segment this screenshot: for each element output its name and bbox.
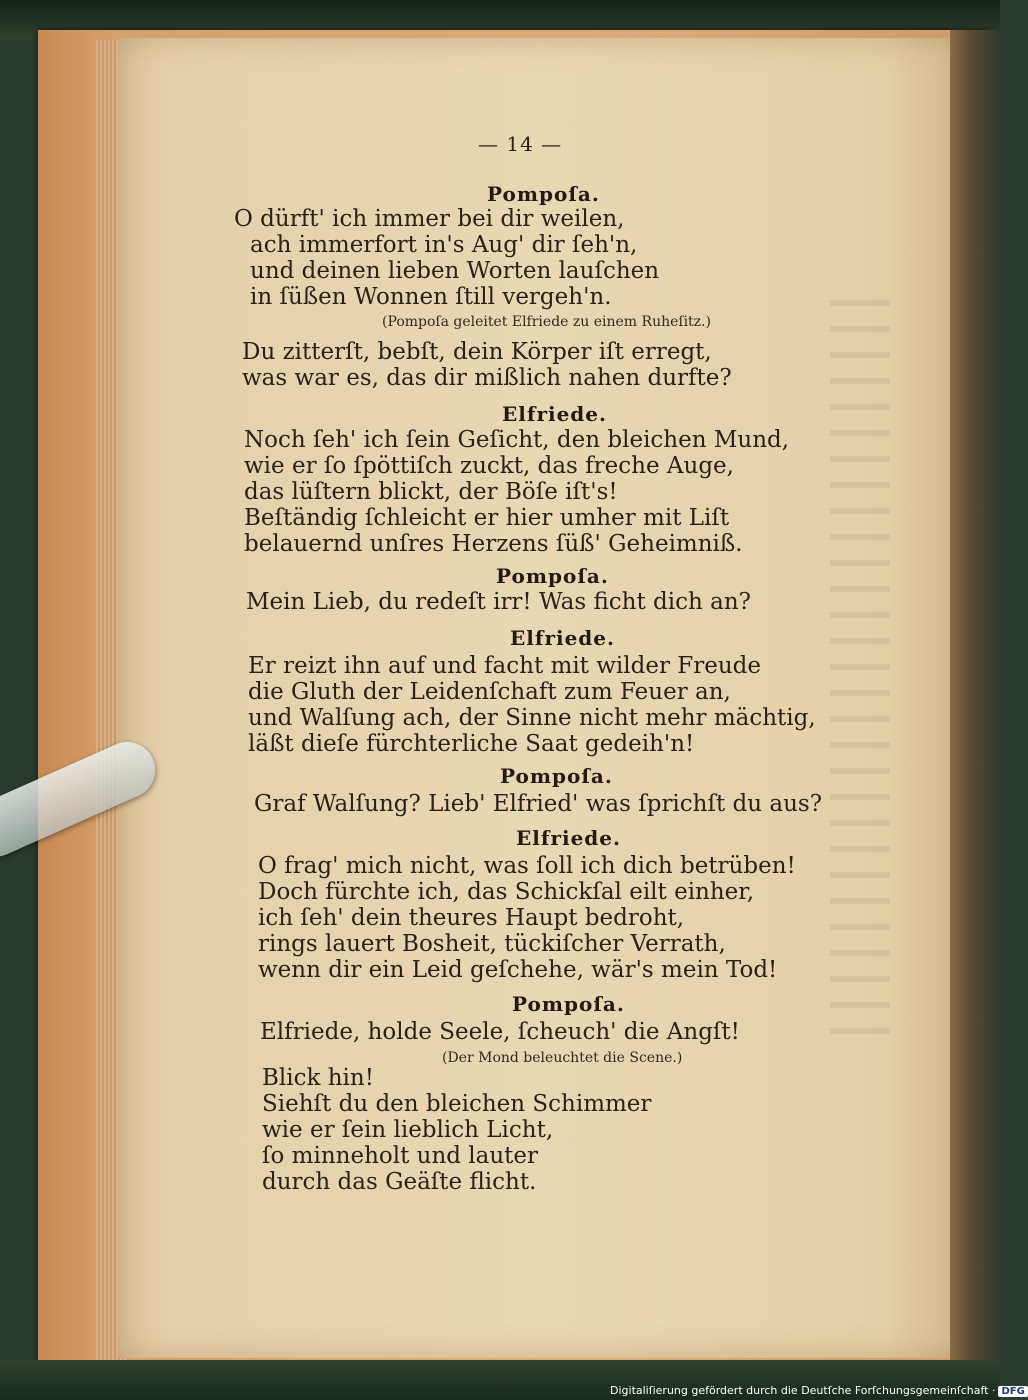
bleed-through [830,300,890,1040]
dfg-logo: DFG [998,1386,1027,1397]
verse-line: O dürft' ich immer bei dir weilen, [234,206,625,232]
verse-line: wenn dir ein Leid geſchehe, wär's mein Tod! [258,957,778,983]
verse-line: Elfriede, holde Seele, ſcheuch' die Angſt! [260,1019,740,1045]
stage-direction: (Pompoſa geleitet Elfriede zu einem Ruheſitz.) [382,314,711,330]
credit-text: Digitaliſierung gefördert durch die Deutſche Forſchungsgemeinſchaft · [610,1384,996,1397]
speaker-name: Pompoſa. [487,182,600,206]
stage-direction: (Der Mond beleuchtet die Scene.) [442,1050,683,1066]
verse-line: ich ſeh' dein theures Haupt bedroht, [258,905,685,931]
verse-line: in ſüßen Wonnen ſtill vergeh'n. [250,284,612,310]
page-number: — 14 — [478,132,563,156]
speaker-name: Pompoſa. [512,992,625,1016]
verse-line: Doch fürchte ich, das Schickſal eilt einher, [258,879,755,905]
verse-line: Beſtändig ſchleicht er hier umher mit Liſt [244,505,730,531]
verse-line: Mein Lieb, du redeſt irr! Was ficht dich an? [246,589,751,615]
book-gutter [950,30,1000,1370]
verse-line: durch das Geäſte flicht. [262,1169,537,1195]
digitization-credit [610,1384,1028,1397]
verse-line: Graf Walſung? Lieb' Elfried' was ſprichſt du aus? [254,791,823,817]
verse-line: Er reizt ihn auf und facht mit wilder Freude [248,653,761,679]
verse-line: Noch ſeh' ich ſein Geſicht, den bleichen Mund, [244,427,790,453]
verse-line: ſo minneholt und lauter [262,1143,539,1169]
verse-line: Siehſt du den bleichen Schimmer [262,1091,652,1117]
speaker-name: Elfriede. [510,626,615,650]
verse-line: O frag' mich nicht, was ſoll ich dich betrüben! [258,853,796,879]
verse-line: belauernd unſres Herzens ſüß' Geheimniß. [244,531,743,557]
speaker-name: Elfriede. [502,402,607,426]
verse-line: die Gluth der Leidenſchaft zum Feuer an, [248,679,731,705]
verse-line: wie er ſein lieblich Licht, [262,1117,554,1143]
verse-line: Du zitterſt, bebſt, dein Körper iſt erregt, [242,339,712,365]
verse-line: läßt dieſe fürchterliche Saat gedeih'n! [248,731,695,757]
verse-line: was war es, das dir mißlich nahen durfte? [242,365,732,391]
speaker-name: Pompoſa. [500,764,613,788]
verse-line: und deinen lieben Worten lauſchen [250,258,660,284]
speaker-name: Pompoſa. [496,564,609,588]
verse-line: wie er ſo ſpöttiſch zuckt, das freche Auge, [244,453,734,479]
verse-line: ach immerfort in's Aug' dir ſeh'n, [250,232,638,258]
verse-line: und Walſung ach, der Sinne nicht mehr mächtig, [248,705,816,731]
verse-line: rings lauert Bosheit, tückiſcher Verrath, [258,931,726,957]
verse-line: Blick hin! [262,1065,374,1091]
speaker-name: Elfriede. [516,826,621,850]
verse-line: das lüſtern blickt, der Böſe iſt's! [244,479,618,505]
